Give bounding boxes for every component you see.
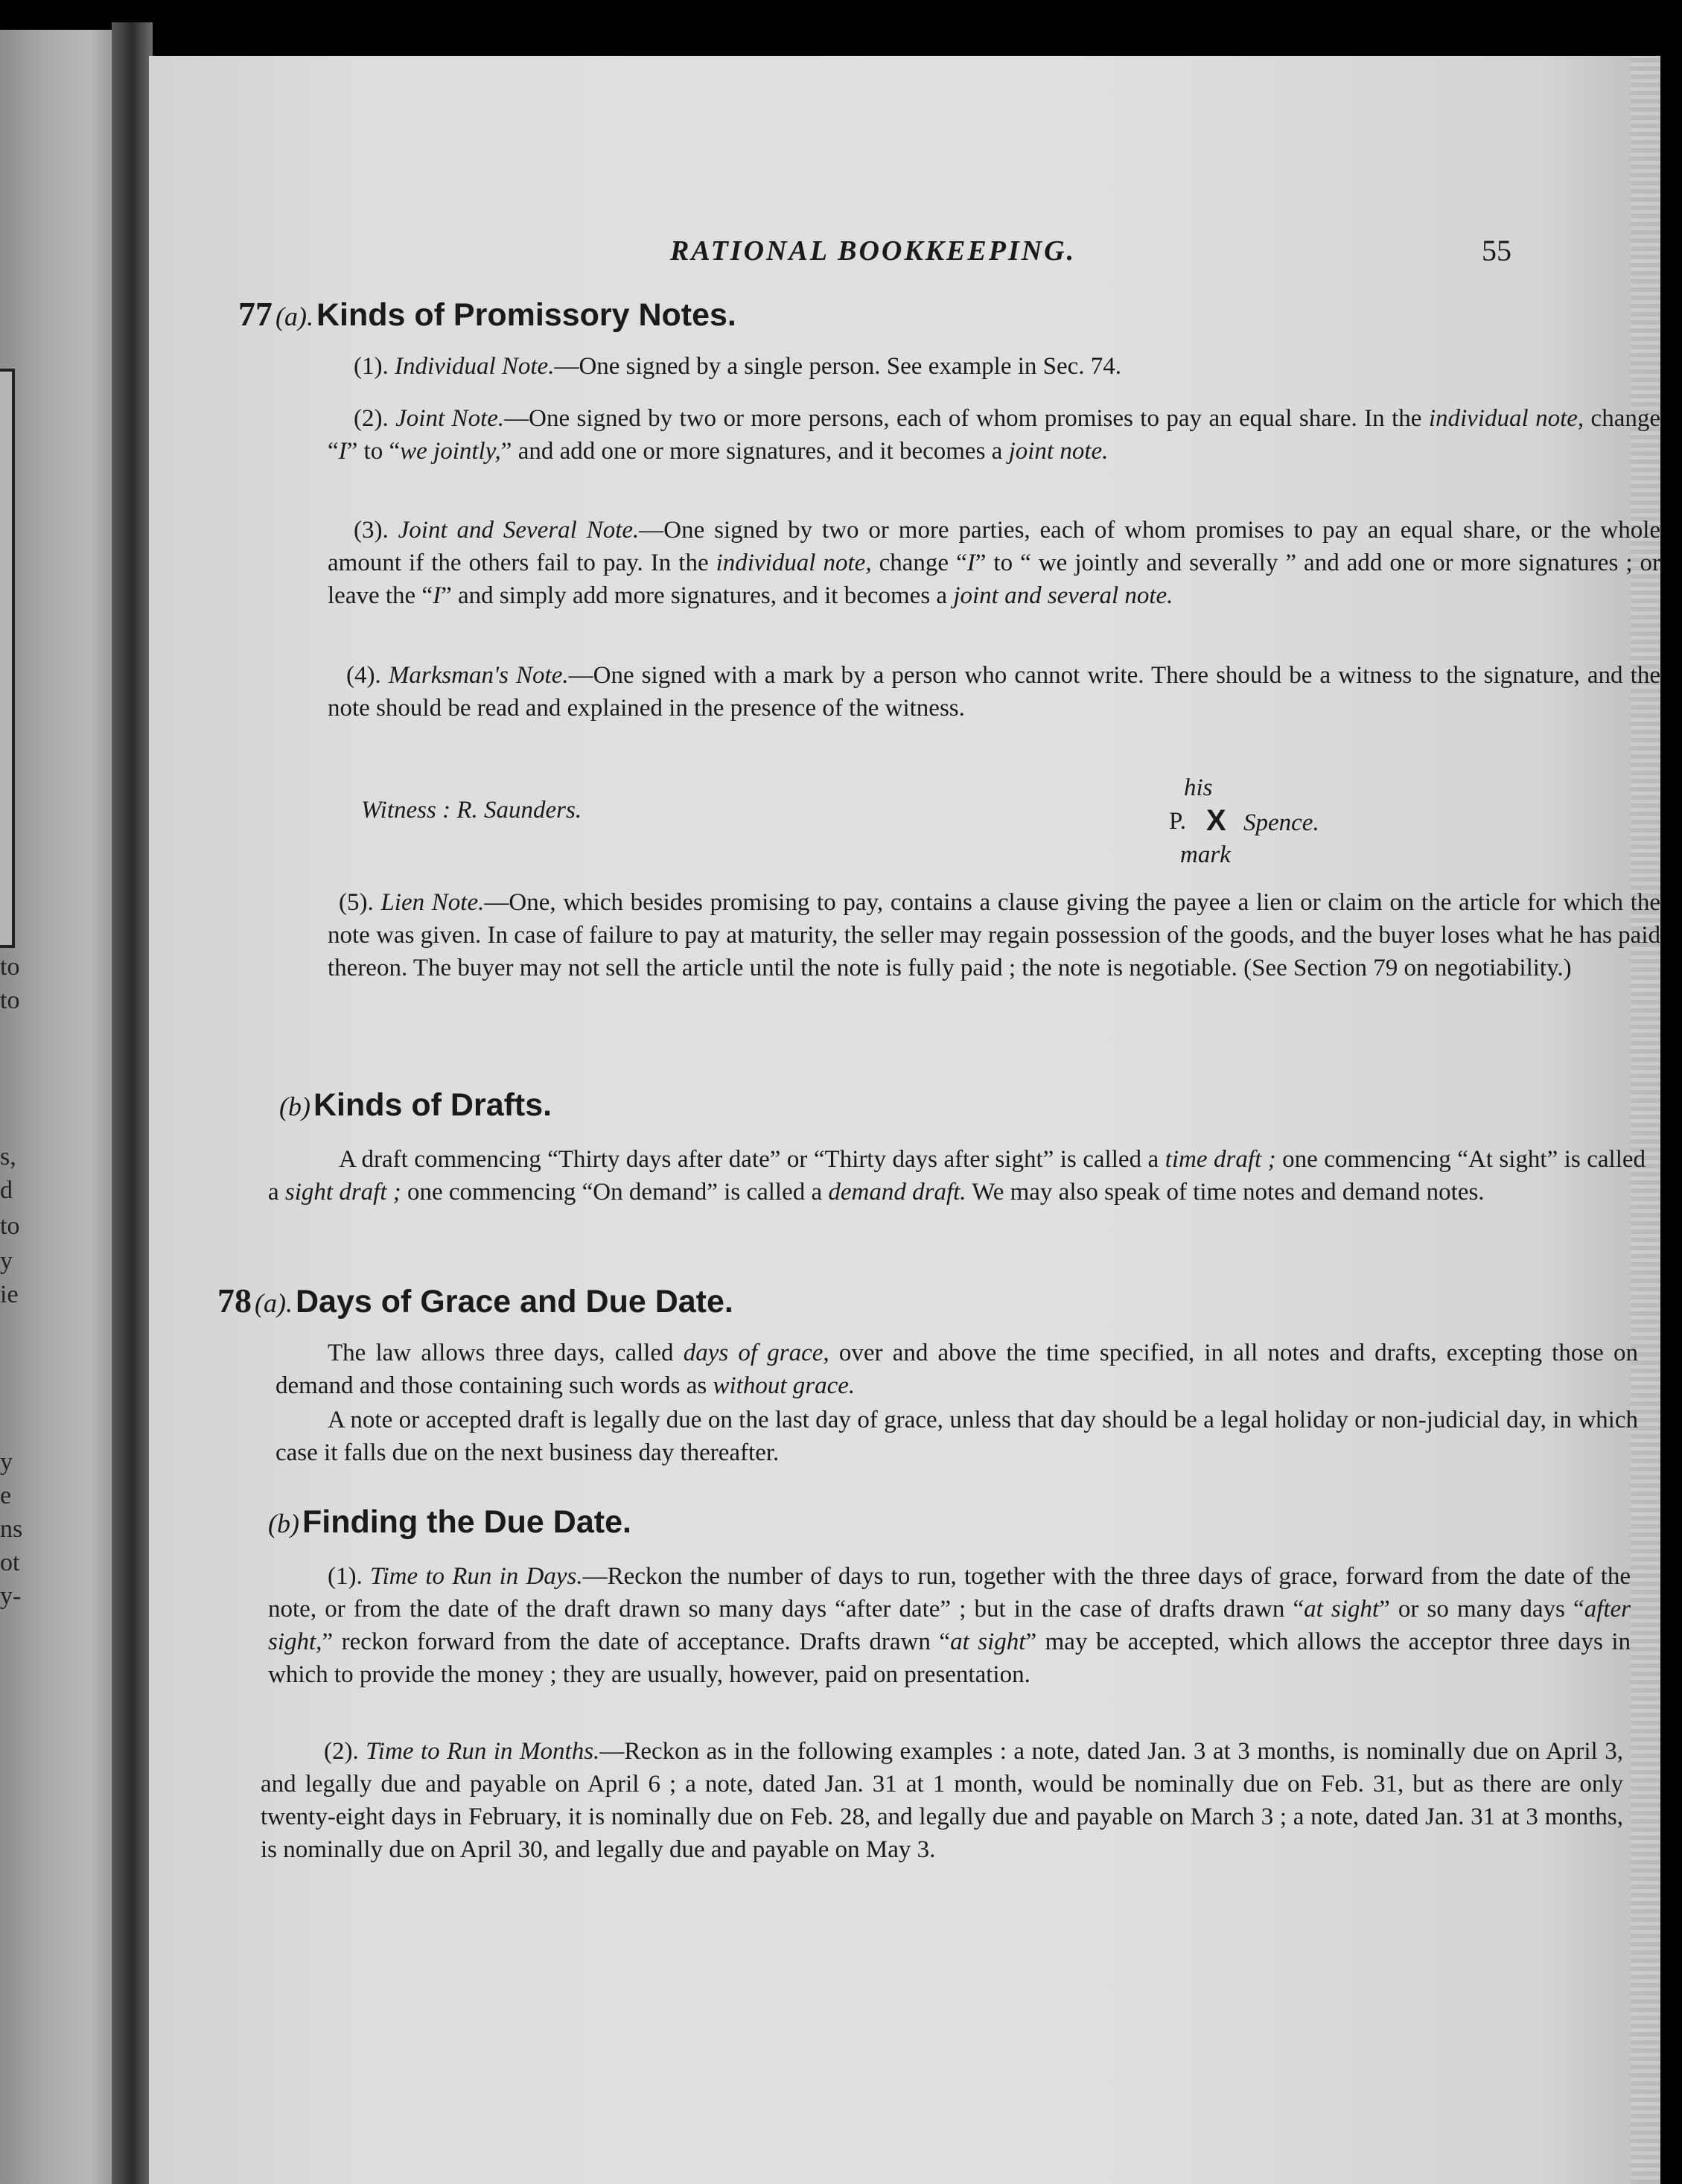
left-page-fragment: s,	[0, 1143, 16, 1171]
left-page-fragment: y	[0, 1448, 13, 1476]
section-77-heading	[238, 294, 736, 334]
left-page-fragment: ns	[0, 1515, 23, 1543]
paragraph-lien-note: (5). Lien Note.—One, which besides promising to pay, contains a clause giving the payee a lien or claim on the article for which the note was given. In case of failure to pay at maturity, the seller may regain possession of the goods, and the buyer loses what he has paid thereon. The buyer may not sell the article until the note is fully paid ; the note is negotiable. (See Section 79 on negotiability.)	[328, 889, 1661, 981]
section-title: Kinds of Promissory Notes.	[316, 297, 736, 333]
section-number: 78	[217, 1282, 252, 1319]
paragraph-joint-note: (2). Joint Note.—One signed by two or more persons, each of whom promises to pay an equal share. In the individual note, change “I” to “we jointly,” and add one or more signatures, and it becomes a joint note.	[328, 405, 1660, 465]
paragraph-time-in-months: (2). Time to Run in Months.—Reckon as in the following examples : a note, dated Jan. 3 at 3 months, is nominally due on April 3, and legally due and payable on April 6 ; a note, dated Jan. 31 at 1 month, would be nominally due on Feb. 31, but as there are only twenty-eight days in February, it is nominally due on Feb. 28, and legally due and payable on March 3 ; a note, dated Jan. 31 at 3 months, is nominally due on April 30, and legally due and payable on May 3.	[261, 1738, 1623, 1863]
paragraph-marksman-note: (4). Marksman's Note.—One signed with a mark by a person who cannot write. There should be a witness to the signature, and the note should be read and explained in the presence of the witness.	[328, 662, 1660, 722]
subsection-title: Kinds of Drafts.	[313, 1087, 552, 1123]
subsection-letter: (a).	[255, 1288, 293, 1318]
left-page-fragment: y-	[0, 1582, 22, 1610]
subsection-letter: (a).	[275, 302, 313, 331]
witness-line: Witness : R. Saunders.	[361, 797, 582, 824]
paragraph-drafts: A draft commencing “Thirty days after date” or “Thirty days after sight” is called a time draft ; one commencing “At sight” is called a sight draft ; one commencing “On demand” is called a demand draft. We may also speak of time notes and demand notes.	[268, 1146, 1646, 1206]
left-page-fragment: to	[0, 953, 20, 981]
paragraph-joint-several-note: (3). Joint and Several Note.—One signed by two or more parties, each of whom promises to pay an equal share, or the whole amount if the others fail to pay. In the individual note, change “I” to “ we jointly and severally ” and add one or more signatures ; or leave the “I” and simply add more signatures, and it becomes a joint and several note.	[328, 517, 1661, 609]
section-78-heading	[217, 1281, 733, 1320]
subsection-letter: (b)	[279, 1092, 310, 1121]
signature-mark-x: X	[1206, 804, 1226, 837]
paragraph-time-in-days: (1). Time to Run in Days.—Reckon the number of days to run, together with the three days of grace, forward from the date of the note, or from the date of the draft drawn so many days “after date” ; but in the case of drafts drawn “at sight” or so many days “after sight,” reckon forward from the date of acceptance. Drafts drawn “at sight” may be accepted, which allows the acceptor three days in which to provide the money ; they are usually, however, paid on presentation.	[268, 1563, 1631, 1688]
subsection-due-date-heading	[268, 1504, 631, 1541]
subsection-drafts-heading	[279, 1087, 552, 1124]
book-gutter	[112, 22, 153, 2184]
subsection-title: Finding the Due Date.	[302, 1504, 631, 1540]
signature-surname: Spence.	[1243, 809, 1319, 836]
signature-his: his	[1184, 774, 1213, 801]
left-page-fragment: d	[0, 1177, 13, 1204]
left-page-fragment: to	[0, 1212, 20, 1240]
left-page-fragment: to	[0, 987, 20, 1014]
left-page-fragment: ie	[0, 1281, 19, 1308]
left-page-fragment: ot	[0, 1549, 20, 1576]
signature-mark: mark	[1180, 841, 1231, 868]
page-number: 55	[1482, 234, 1511, 267]
left-page-fragment: y	[0, 1247, 13, 1275]
section-title: Days of Grace and Due Date.	[295, 1284, 733, 1319]
running-head: RATIONAL BOOKKEEPING.	[670, 235, 1077, 267]
subsection-letter: (b)	[268, 1509, 299, 1538]
section-number: 77	[238, 295, 273, 333]
paragraph-days-of-grace: The law allows three days, called days of grace, over and above the time specified, in all notes and drafts, excepting those on demand and those containing such words as without grace.	[275, 1340, 1639, 1399]
paragraph-individual-note: (1). Individual Note.—One signed by a single person. See example in Sec. 74.	[354, 353, 1122, 380]
left-page-fragment: e	[0, 1482, 12, 1509]
paragraph-legal-due: A note or accepted draft is legally due on the last day of grace, unless that day should be a legal holiday or non-judicial day, in which case it falls due on the next business day thereafter.	[275, 1407, 1638, 1466]
left-page-box	[0, 369, 15, 948]
book-page	[149, 56, 1660, 2184]
signature-initial: P.	[1169, 808, 1186, 835]
left-facing-page	[0, 30, 112, 2184]
